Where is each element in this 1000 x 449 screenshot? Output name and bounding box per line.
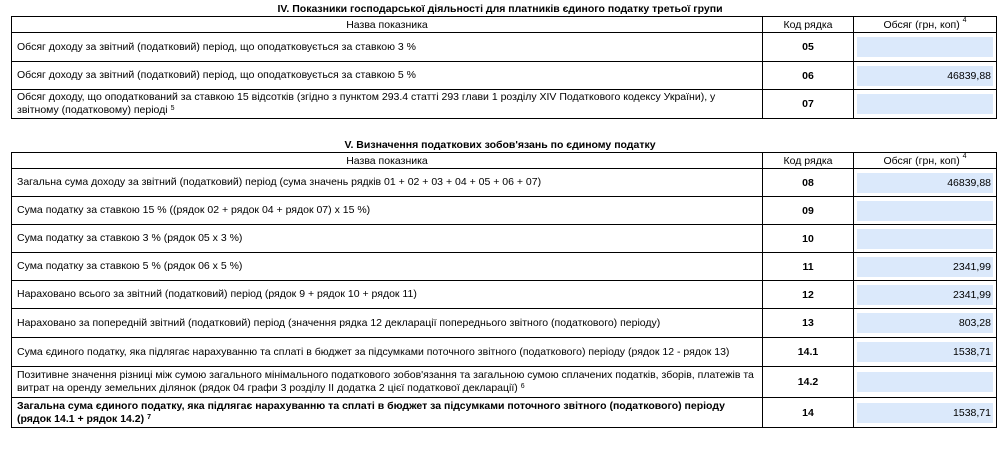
table-row bbox=[12, 197, 997, 225]
amount-field[interactable]: 46839,88 bbox=[857, 173, 993, 193]
table-row bbox=[12, 225, 997, 253]
amount-field[interactable] bbox=[857, 201, 993, 221]
header-name: Назва показника bbox=[12, 153, 763, 169]
table-row bbox=[12, 281, 997, 309]
amount-field[interactable] bbox=[857, 229, 993, 249]
amount-cell bbox=[854, 338, 997, 367]
row-name: Обсяг доходу, що оподаткований за ставкою 15 відсотків (згідно з пунктом 293.4 статті 293 глави 1 розділу XIV Податкового кодексу України), у звітному (податковому) періоді $^5$ bbox=[12, 90, 763, 119]
row-name: Обсяг доходу за звітний (податковий) період, що оподатковується за ставкою 5 % bbox=[12, 62, 763, 90]
amount-cell bbox=[854, 398, 997, 428]
header-amount: Обсяг (грн, коп) $^4$ bbox=[854, 17, 997, 33]
row-code: 14.1 bbox=[763, 338, 854, 367]
amount-cell bbox=[854, 253, 997, 281]
table-row bbox=[12, 33, 997, 62]
header-code: Код рядка bbox=[763, 17, 854, 33]
amount-field[interactable] bbox=[857, 372, 993, 392]
header-amount: Обсяг (грн, коп) $^4$ bbox=[854, 153, 997, 169]
table-row bbox=[12, 169, 997, 197]
amount-field[interactable]: 803,28 bbox=[857, 313, 993, 333]
row-code: 12 bbox=[763, 281, 854, 309]
table-row bbox=[12, 367, 997, 398]
row-code: 14 bbox=[763, 398, 854, 428]
row-code: 05 bbox=[763, 33, 854, 62]
amount-cell bbox=[854, 197, 997, 225]
amount-field[interactable]: 1538,71 bbox=[857, 342, 993, 362]
row-code: 13 bbox=[763, 309, 854, 338]
table-row bbox=[12, 338, 997, 367]
row-code: 10 bbox=[763, 225, 854, 253]
amount-field[interactable]: 46839,88 bbox=[857, 66, 993, 86]
section-5-table bbox=[11, 152, 997, 428]
row-name: Загальна сума доходу за звітний (податковий) період (сума значень рядків 01 + 02 + 03 + 04 + 05 + 06 + 07) bbox=[12, 169, 763, 197]
row-code: 06 bbox=[763, 62, 854, 90]
amount-cell bbox=[854, 367, 997, 398]
row-code: 09 bbox=[763, 197, 854, 225]
section-5-title: V. Визначення податкових зобов'язань по єдиному податку bbox=[344, 139, 656, 151]
amount-cell bbox=[854, 90, 997, 119]
footnote-mark: 6 bbox=[520, 383, 525, 390]
row-name: Загальна сума єдиного податку, яка підлягає нарахуванню та сплаті в бюджет за підсумками поточного звітного (податкового) періоду (рядок 14.1 + рядок 14.2) $^7$ bbox=[12, 398, 763, 428]
amount-cell bbox=[854, 225, 997, 253]
row-name: Сума єдиного податку, яка підлягає нарахуванню та сплаті в бюджет за підсумками поточного звітного (податкового) періоду (рядок 12 - рядок 13) bbox=[12, 338, 763, 367]
table-row bbox=[12, 62, 997, 90]
footnote-mark: 7 bbox=[147, 413, 151, 421]
amount-field[interactable] bbox=[857, 37, 993, 57]
table-row bbox=[12, 253, 997, 281]
table-row bbox=[12, 309, 997, 338]
amount-cell bbox=[854, 62, 997, 90]
amount-cell bbox=[854, 169, 997, 197]
row-name: Позитивне значення різниці між сумою загального мінімального податкового зобов'язання та загальною сумою сплачених податків, зборів, платежів та витрат на оренду земельних ділянок (рядок 04 графи 3 розділу II додатка 2 цієї податкової декларації) $^6$ bbox=[12, 367, 763, 398]
row-code: 08 bbox=[763, 169, 854, 197]
row-name: Сума податку за ставкою 3 % (рядок 05 х 3 %) bbox=[12, 225, 763, 253]
row-code: 07 bbox=[763, 90, 854, 119]
section-4-table bbox=[11, 16, 997, 119]
row-name: Нараховано всього за звітний (податковий) період (рядок 9 + рядок 10 + рядок 11) bbox=[12, 281, 763, 309]
row-name: Сума податку за ставкою 15 % ((рядок 02 + рядок 04 + рядок 07) х 15 %) bbox=[12, 197, 763, 225]
amount-field[interactable]: 1538,71 bbox=[857, 403, 993, 423]
row-name: Сума податку за ставкою 5 % (рядок 06 х 5 %) bbox=[12, 253, 763, 281]
row-name: Обсяг доходу за звітний (податковий) період, що оподатковується за ставкою 3 % bbox=[12, 33, 763, 62]
header-name: Назва показника bbox=[12, 17, 763, 33]
amount-cell bbox=[854, 281, 997, 309]
amount-cell bbox=[854, 33, 997, 62]
table-row bbox=[12, 398, 997, 428]
section-4-title: IV. Показники господарської діяльності для платників єдиного податку третьої групи bbox=[277, 3, 723, 15]
amount-field[interactable] bbox=[857, 94, 993, 114]
row-code: 11 bbox=[763, 253, 854, 281]
table-row bbox=[12, 90, 997, 119]
amount-field[interactable]: 2341,99 bbox=[857, 257, 993, 277]
amount-field[interactable]: 2341,99 bbox=[857, 285, 993, 305]
row-name: Нараховано за попередній звітний (податковий) період (значення рядка 12 декларації попереднього звітного (податкового) періоду) bbox=[12, 309, 763, 338]
row-code: 14.2 bbox=[763, 367, 854, 398]
amount-cell bbox=[854, 309, 997, 338]
footnote-mark: 5 bbox=[170, 105, 175, 112]
header-code: Код рядка bbox=[763, 153, 854, 169]
